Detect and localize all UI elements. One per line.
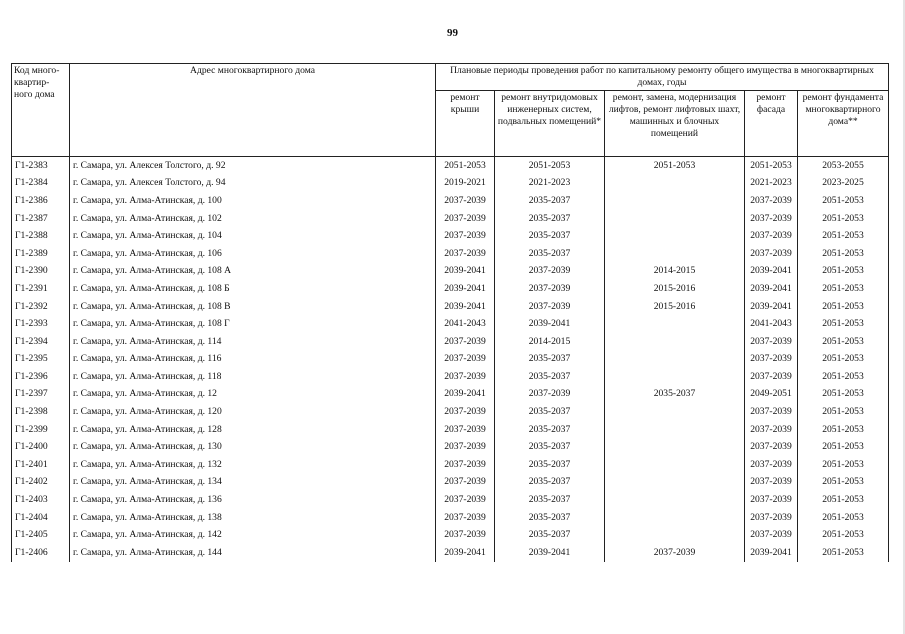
row-elevators: 2037-2039 (605, 544, 745, 562)
row-foundation: 2051-2053 (798, 456, 889, 474)
row-foundation: 2051-2053 (798, 368, 889, 386)
row-foundation: 2051-2053 (798, 245, 889, 263)
row-elevators: 2015-2016 (605, 298, 745, 316)
row-facade: 2037-2039 (745, 245, 798, 263)
table-row (12, 386, 889, 404)
row-elevators (605, 351, 745, 369)
header-facade: ремонт фасада (745, 90, 798, 156)
header-code: Код много-квартир-ного дома (12, 64, 70, 157)
row-internal-systems: 2037-2039 (495, 263, 605, 281)
row-foundation: 2051-2053 (798, 333, 889, 351)
header-foundation: ремонт фундамента многоквартирного дома** (798, 90, 889, 156)
header-address: Адрес многоквартирного дома (70, 64, 436, 157)
page-number: 99 (447, 27, 458, 39)
row-foundation: 2051-2053 (798, 210, 889, 228)
row-facade: 2051-2053 (745, 156, 798, 174)
row-address: г. Самара, ул. Алма-Атинская, д. 130 (70, 438, 436, 456)
row-internal-systems: 2037-2039 (495, 280, 605, 298)
row-facade: 2021-2023 (745, 175, 798, 193)
row-facade: 2037-2039 (745, 421, 798, 439)
row-internal-systems: 2014-2015 (495, 333, 605, 351)
row-internal-systems: 2035-2037 (495, 351, 605, 369)
row-elevators (605, 192, 745, 210)
row-foundation: 2051-2053 (798, 227, 889, 245)
row-address: г. Самара, ул. Алма-Атинская, д. 134 (70, 474, 436, 492)
row-foundation: 2051-2053 (798, 351, 889, 369)
table-row (12, 526, 889, 544)
row-address: г. Самара, ул. Алма-Атинская, д. 128 (70, 421, 436, 439)
row-address: г. Самара, ул. Алма-Атинская, д. 144 (70, 544, 436, 562)
row-elevators (605, 210, 745, 228)
row-code: Г1-2387 (12, 210, 70, 228)
row-address: г. Самара, ул. Алма-Атинская, д. 108 А (70, 263, 436, 281)
row-internal-systems: 2035-2037 (495, 456, 605, 474)
row-internal-systems: 2035-2037 (495, 227, 605, 245)
row-facade: 2037-2039 (745, 333, 798, 351)
row-roof: 2041-2043 (436, 315, 495, 333)
row-foundation: 2051-2053 (798, 421, 889, 439)
row-elevators: 2035-2037 (605, 386, 745, 404)
table-body (12, 156, 889, 561)
row-internal-systems: 2037-2039 (495, 386, 605, 404)
row-foundation: 2051-2053 (798, 474, 889, 492)
row-code: Г1-2389 (12, 245, 70, 263)
header-elevators: ремонт, замена, модернизация лифтов, ремонт лифтовых шахт, машинных и блочных помещений (605, 90, 745, 156)
row-foundation: 2051-2053 (798, 298, 889, 316)
table-row (12, 491, 889, 509)
row-address: г. Самара, ул. Алма-Атинская, д. 108 Б (70, 280, 436, 298)
row-internal-systems: 2035-2037 (495, 474, 605, 492)
row-address: г. Самара, ул. Алексея Толстого, д. 92 (70, 156, 436, 174)
row-elevators (605, 526, 745, 544)
table-row (12, 298, 889, 316)
row-elevators (605, 403, 745, 421)
row-facade: 2037-2039 (745, 474, 798, 492)
row-roof: 2037-2039 (436, 474, 495, 492)
row-foundation: 2051-2053 (798, 509, 889, 527)
row-elevators: 2014-2015 (605, 263, 745, 281)
row-code: Г1-2393 (12, 315, 70, 333)
row-address: г. Самара, ул. Алма-Атинская, д. 12 (70, 386, 436, 404)
header-roof: ремонт крыши (436, 90, 495, 156)
row-roof: 2037-2039 (436, 210, 495, 228)
row-address: г. Самара, ул. Алма-Атинская, д. 118 (70, 368, 436, 386)
row-address: г. Самара, ул. Алма-Атинская, д. 120 (70, 403, 436, 421)
row-internal-systems: 2039-2041 (495, 315, 605, 333)
row-roof: 2039-2041 (436, 544, 495, 562)
row-elevators (605, 227, 745, 245)
row-code: Г1-2395 (12, 351, 70, 369)
row-internal-systems: 2035-2037 (495, 245, 605, 263)
row-address: г. Самара, ул. Алма-Атинская, д. 106 (70, 245, 436, 263)
row-elevators (605, 438, 745, 456)
row-elevators (605, 491, 745, 509)
row-internal-systems: 2035-2037 (495, 526, 605, 544)
table-row (12, 333, 889, 351)
row-code: Г1-2390 (12, 263, 70, 281)
row-roof: 2037-2039 (436, 456, 495, 474)
row-elevators (605, 421, 745, 439)
row-foundation: 2023-2025 (798, 175, 889, 193)
table-row (12, 421, 889, 439)
row-elevators: 2051-2053 (605, 156, 745, 174)
table-row (12, 245, 889, 263)
row-code: Г1-2394 (12, 333, 70, 351)
row-code: Г1-2396 (12, 368, 70, 386)
table-row (12, 227, 889, 245)
row-roof: 2037-2039 (436, 421, 495, 439)
row-elevators (605, 368, 745, 386)
row-code: Г1-2397 (12, 386, 70, 404)
row-code: Г1-2399 (12, 421, 70, 439)
row-address: г. Самара, ул. Алма-Атинская, д. 138 (70, 509, 436, 527)
row-address: г. Самара, ул. Алма-Атинская, д. 142 (70, 526, 436, 544)
row-address: г. Самара, ул. Алма-Атинская, д. 108 В (70, 298, 436, 316)
row-facade: 2037-2039 (745, 368, 798, 386)
row-internal-systems: 2035-2037 (495, 491, 605, 509)
row-code: Г1-2383 (12, 156, 70, 174)
row-internal-systems: 2035-2037 (495, 509, 605, 527)
row-roof: 2037-2039 (436, 227, 495, 245)
row-facade: 2037-2039 (745, 351, 798, 369)
row-address: г. Самара, ул. Алма-Атинская, д. 116 (70, 351, 436, 369)
table-row (12, 474, 889, 492)
row-roof: 2039-2041 (436, 298, 495, 316)
row-code: Г1-2392 (12, 298, 70, 316)
row-internal-systems: 2035-2037 (495, 438, 605, 456)
row-code: Г1-2402 (12, 474, 70, 492)
row-foundation: 2051-2053 (798, 438, 889, 456)
row-internal-systems: 2035-2037 (495, 403, 605, 421)
row-roof: 2037-2039 (436, 245, 495, 263)
row-facade: 2037-2039 (745, 509, 798, 527)
row-elevators (605, 245, 745, 263)
table-row (12, 351, 889, 369)
row-foundation: 2051-2053 (798, 526, 889, 544)
row-roof: 2051-2053 (436, 156, 495, 174)
header-periods-group: Плановые периоды проведения работ по капитальному ремонту общего имущества в многоквартирных домах, годы (436, 64, 889, 91)
row-facade: 2037-2039 (745, 456, 798, 474)
row-roof: 2037-2039 (436, 192, 495, 210)
row-internal-systems: 2039-2041 (495, 544, 605, 562)
row-code: Г1-2391 (12, 280, 70, 298)
row-address: г. Самара, ул. Алма-Атинская, д. 136 (70, 491, 436, 509)
row-roof: 2039-2041 (436, 386, 495, 404)
row-foundation: 2051-2053 (798, 315, 889, 333)
row-roof: 2037-2039 (436, 403, 495, 421)
row-elevators (605, 456, 745, 474)
row-roof: 2037-2039 (436, 509, 495, 527)
row-foundation: 2051-2053 (798, 192, 889, 210)
row-roof: 2039-2041 (436, 263, 495, 281)
row-facade: 2037-2039 (745, 403, 798, 421)
row-code: Г1-2384 (12, 175, 70, 193)
table-row (12, 175, 889, 193)
row-roof: 2037-2039 (436, 368, 495, 386)
row-internal-systems: 2035-2037 (495, 192, 605, 210)
row-roof: 2019-2021 (436, 175, 495, 193)
header-internal-systems: ремонт внутридомовых инженерных систем, подвальных помещений* (495, 90, 605, 156)
row-internal-systems: 2037-2039 (495, 298, 605, 316)
row-address: г. Самара, ул. Алма-Атинская, д. 108 Г (70, 315, 436, 333)
row-internal-systems: 2021-2023 (495, 175, 605, 193)
row-code: Г1-2400 (12, 438, 70, 456)
row-facade: 2037-2039 (745, 526, 798, 544)
row-address: г. Самара, ул. Алма-Атинская, д. 100 (70, 192, 436, 210)
row-elevators: 2015-2016 (605, 280, 745, 298)
table-row (12, 192, 889, 210)
table-row (12, 368, 889, 386)
row-code: Г1-2386 (12, 192, 70, 210)
row-code: Г1-2398 (12, 403, 70, 421)
row-roof: 2037-2039 (436, 438, 495, 456)
row-roof: 2037-2039 (436, 333, 495, 351)
row-address: г. Самара, ул. Алма-Атинская, д. 102 (70, 210, 436, 228)
capital-repair-schedule-table (11, 63, 889, 562)
row-facade: 2039-2041 (745, 263, 798, 281)
row-address: г. Самара, ул. Алма-Атинская, д. 114 (70, 333, 436, 351)
table-row (12, 403, 889, 421)
table-row (12, 156, 889, 174)
row-internal-systems: 2035-2037 (495, 210, 605, 228)
row-code: Г1-2403 (12, 491, 70, 509)
row-code: Г1-2404 (12, 509, 70, 527)
table-row (12, 210, 889, 228)
row-code: Г1-2388 (12, 227, 70, 245)
row-internal-systems: 2035-2037 (495, 421, 605, 439)
row-facade: 2037-2039 (745, 192, 798, 210)
row-elevators (605, 474, 745, 492)
row-internal-systems: 2051-2053 (495, 156, 605, 174)
row-elevators (605, 175, 745, 193)
row-foundation: 2051-2053 (798, 491, 889, 509)
table-row (12, 315, 889, 333)
row-facade: 2037-2039 (745, 227, 798, 245)
row-roof: 2037-2039 (436, 526, 495, 544)
row-facade: 2049-2051 (745, 386, 798, 404)
row-foundation: 2051-2053 (798, 280, 889, 298)
row-address: г. Самара, ул. Алма-Атинская, д. 132 (70, 456, 436, 474)
row-facade: 2039-2041 (745, 280, 798, 298)
row-roof: 2039-2041 (436, 280, 495, 298)
row-code: Г1-2401 (12, 456, 70, 474)
table-row (12, 509, 889, 527)
row-elevators (605, 333, 745, 351)
row-roof: 2037-2039 (436, 491, 495, 509)
row-code: Г1-2406 (12, 544, 70, 562)
row-internal-systems: 2035-2037 (495, 368, 605, 386)
row-facade: 2039-2041 (745, 298, 798, 316)
table-row (12, 438, 889, 456)
row-elevators (605, 509, 745, 527)
row-foundation: 2051-2053 (798, 544, 889, 562)
row-roof: 2037-2039 (436, 351, 495, 369)
row-foundation: 2051-2053 (798, 263, 889, 281)
row-facade: 2037-2039 (745, 210, 798, 228)
table-row (12, 280, 889, 298)
row-facade: 2041-2043 (745, 315, 798, 333)
table-row (12, 456, 889, 474)
row-code: Г1-2405 (12, 526, 70, 544)
row-facade: 2037-2039 (745, 438, 798, 456)
row-facade: 2037-2039 (745, 491, 798, 509)
table-row (12, 544, 889, 562)
row-address: г. Самара, ул. Алма-Атинская, д. 104 (70, 227, 436, 245)
table-row (12, 263, 889, 281)
row-foundation: 2053-2055 (798, 156, 889, 174)
row-elevators (605, 315, 745, 333)
row-address: г. Самара, ул. Алексея Толстого, д. 94 (70, 175, 436, 193)
row-foundation: 2051-2053 (798, 403, 889, 421)
row-foundation: 2051-2053 (798, 386, 889, 404)
row-facade: 2039-2041 (745, 544, 798, 562)
